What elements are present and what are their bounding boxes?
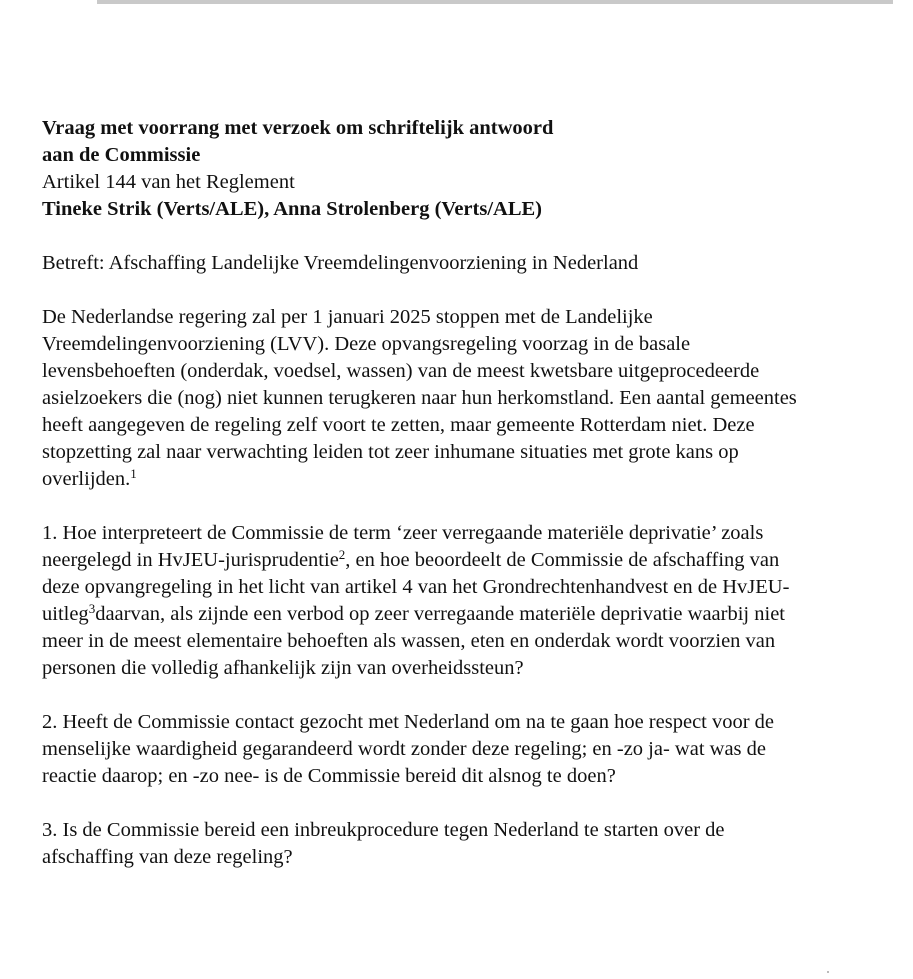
authors: Tineke Strik (Verts/ALE), Anna Strolenberg (Verts/ALE) [42,198,542,220]
question-1-line [42,547,904,574]
intro-line [42,466,904,493]
question-1-line [42,601,904,628]
question-2-line: reactie daarop; en -zo nee- is de Commissie bereid dit alsnog te doen? [42,765,616,787]
question-1-line: meer in de meest elementaire behoeften als wassen, eten en onderdak wordt voorzien van [42,630,776,652]
question-1-line: deze opvangregeling in het licht van artikel 4 van het Grondrechtenhandvest en de HvJEU- [42,576,790,598]
question-1 [42,520,904,682]
question-2 [42,709,904,790]
question-3-line: afschaffing van deze regeling? [42,846,293,868]
document-header [42,115,904,223]
footnote-ref-3: 3 [88,601,96,616]
intro-line: stopzetting zal naar verwachting leiden tot zeer inhumane situaties met grote kans op [42,441,739,463]
intro-line: asielzoekers die (nog) niet kunnen terugkeren naar hun herkomstland. Een aantal gemeentes [42,387,797,409]
question-2-line: menselijke waardigheid gegarandeerd wordt zonder deze regeling; en -zo ja- wat was de [42,738,767,760]
question-1-text: daarvan, als zijnde een verbod op zeer verregaande materiële deprivatie waarbij niet [95,603,785,625]
question-1-text: uitleg [42,603,89,625]
document-page [42,115,904,871]
question-2-line: 2. Heeft de Commissie contact gezocht met Nederland om na te gaan hoe respect voor de [42,711,775,733]
question-3-line: 3. Is de Commissie bereid een inbreukprocedure tegen Nederland te starten over de [42,819,725,841]
intro-last-text: overlijden. [42,468,131,490]
intro-line: levensbehoeften (onderdak, voedsel, wassen) van de meest kwetsbare uitgeprocedeerde [42,360,760,382]
intro-line: Vreemdelingenvoorziening (LVV). Deze opvangsregeling voorzag in de basale [42,333,691,355]
footnote-ref-1: 1 [130,466,137,481]
subject-line: Betreft: Afschaffing Landelijke Vreemdelingenvoorziening in Nederland [42,252,639,274]
article-reference: Artikel 144 van het Reglement [42,171,295,193]
top-scroll-bar [97,0,893,4]
document-title-line-1: Vraag met voorrang met verzoek om schriftelijk antwoord [42,117,554,139]
question-1-text: , en hoe beoordeelt de Commissie de afschaffing van [345,549,780,571]
corner-mark [827,971,829,973]
question-1-text: neergelegd in HvJEU-jurisprudentie [42,549,339,571]
question-1-line: 1. Hoe interpreteert de Commissie de term ‘zeer verregaande materiële deprivatie’ zoals [42,522,764,544]
intro-paragraph [42,304,904,493]
intro-line: heeft aangegeven de regeling zelf voort te zetten, maar gemeente Rotterdam niet. Deze [42,414,755,436]
document-title-line-2: aan de Commissie [42,144,201,166]
footnote-ref-2: 2 [338,547,346,562]
question-3 [42,817,904,871]
intro-line: De Nederlandse regering zal per 1 januari 2025 stoppen met de Landelijke [42,306,653,328]
question-1-line: personen die volledig afhankelijk zijn van overheidssteun? [42,657,524,679]
